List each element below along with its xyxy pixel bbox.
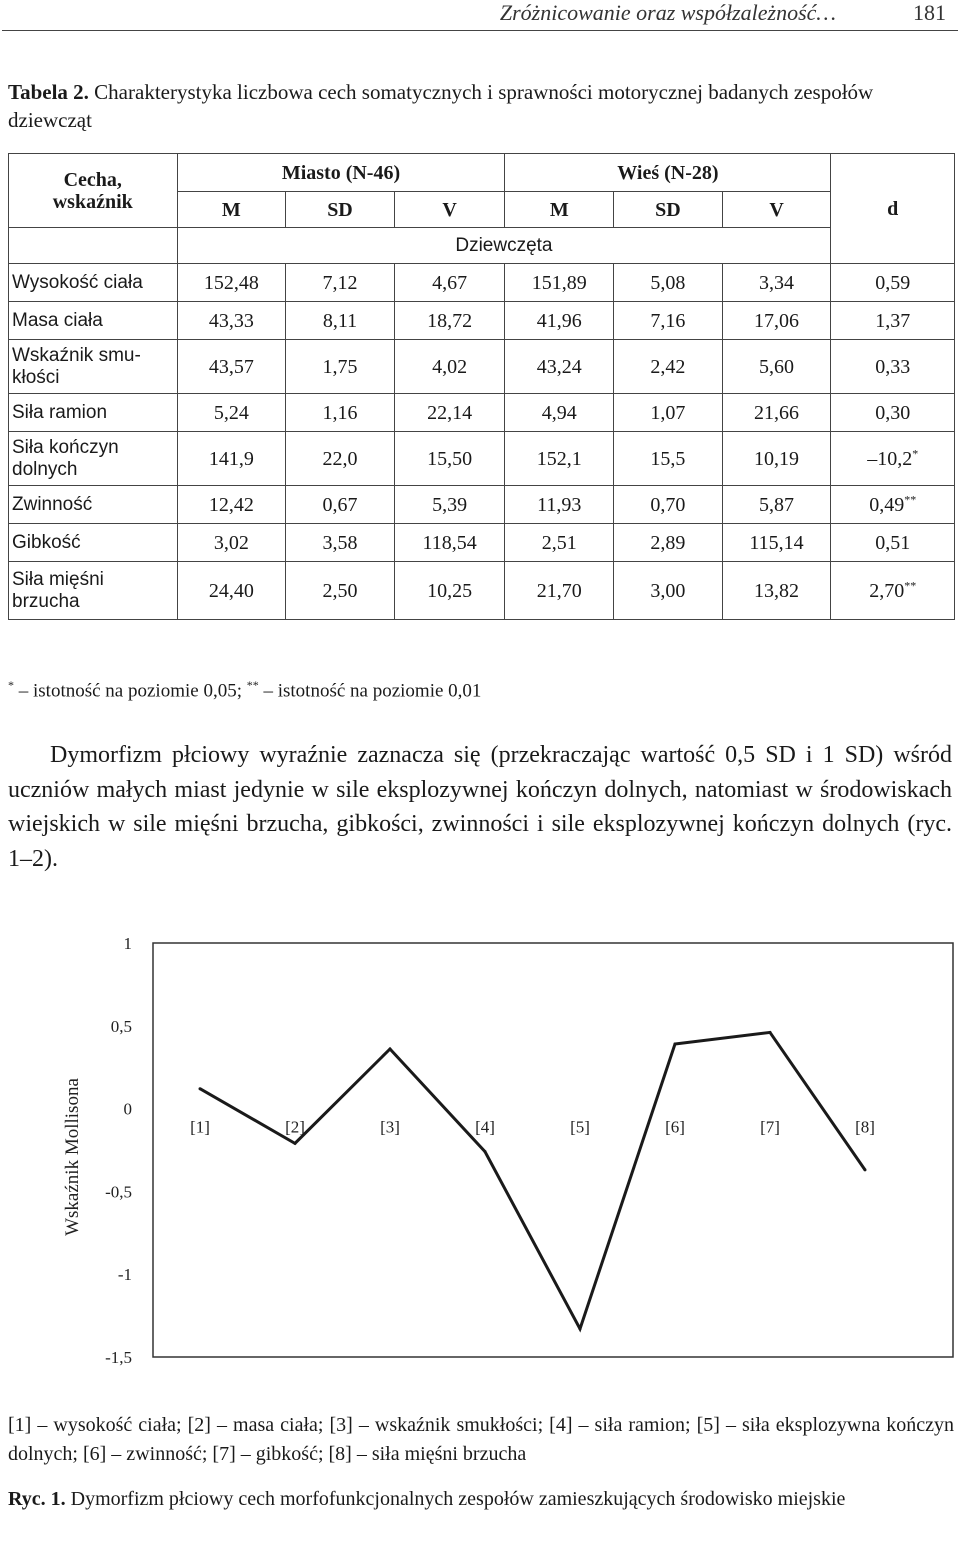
subgroup-label: Dziewczęta	[177, 228, 831, 264]
d-value: 0,51	[875, 531, 911, 554]
col-d-header: d	[831, 154, 955, 264]
data-point	[769, 1031, 772, 1034]
table-cell: 1,07	[614, 394, 723, 432]
running-title: Zróżnicowanie oraz współzależność…	[499, 0, 836, 25]
table-cell: 17,06	[722, 302, 831, 340]
d-value: 2,70	[869, 579, 905, 602]
table-row	[9, 394, 955, 432]
table-cell: 21,66	[722, 394, 831, 432]
row-label: Wskaźnik smu-kłości	[9, 340, 178, 394]
group-city-header: Miasto (N-46)	[177, 154, 505, 192]
table-cell: 115,14	[722, 524, 831, 562]
table-row	[9, 264, 955, 302]
table-cell: 152,1	[505, 432, 614, 486]
table-cell: 4,02	[394, 340, 505, 394]
x-category-label: [6]	[665, 1117, 685, 1137]
d-cell	[831, 264, 955, 302]
x-category-label: [7]	[760, 1117, 780, 1137]
data-point	[389, 1047, 392, 1050]
table-cell: 0,67	[286, 486, 395, 524]
table-cell: 7,12	[286, 264, 395, 302]
table-row	[9, 524, 955, 562]
d-value: 1,37	[875, 309, 911, 332]
body-paragraph: Dymorfizm płciowy wyraźnie zaznacza się (przekraczając wartość 0,5 SD i 1 SD) wśród uczniów małych miast jedynie w sile eksplozywnej kończyn dolnych, natomiast w środowiskach wiejskich w sile mięśni brzucha, gibkości, zwinności i sile eksplozywnej kończyn dolnych (ryc. 1–2).	[8, 742, 952, 872]
y-tick-label: 0	[123, 1099, 132, 1119]
d-cell	[831, 562, 955, 620]
table-cell: 152,48	[177, 264, 286, 302]
x-category-label: [8]	[855, 1117, 875, 1137]
d-value: 0,30	[875, 401, 911, 424]
d-value: 0,49	[869, 493, 905, 516]
data-point	[199, 1087, 202, 1090]
table-cell: 4,67	[394, 264, 505, 302]
running-header	[0, 0, 960, 28]
row-label: Siła kończyn dolnych	[9, 432, 178, 486]
table-cell: 3,02	[177, 524, 286, 562]
subcol-header: SD	[614, 192, 723, 228]
col-feature-line2: wskaźnik	[52, 190, 133, 213]
table-cell: 3,58	[286, 524, 395, 562]
figure-label: Ryc. 1.	[8, 1488, 66, 1510]
table-row	[9, 486, 955, 524]
table-footnote	[8, 678, 481, 702]
mollison-line-chart	[0, 925, 960, 1385]
page-number: 181	[913, 0, 946, 25]
col-feature-line1: Cecha,	[63, 168, 122, 191]
row-label: Siła mięśni brzucha	[9, 562, 178, 620]
table-cell: 24,40	[177, 562, 286, 620]
table-cell: 43,57	[177, 340, 286, 394]
d-value: –10,2	[867, 447, 913, 470]
table-row	[9, 302, 955, 340]
significance-marker: **	[904, 577, 917, 592]
table-cell: 3,00	[614, 562, 723, 620]
table-cell: 5,24	[177, 394, 286, 432]
data-point	[864, 1168, 867, 1171]
table-cell: 2,51	[505, 524, 614, 562]
y-axis-label: Wskaźnik Mollisona	[62, 1078, 83, 1236]
plot-area-frame	[153, 943, 953, 1357]
subcol-header: V	[722, 192, 831, 228]
row-label: Siła ramion	[9, 394, 178, 432]
figure-caption	[8, 1486, 954, 1513]
y-tick-label: -0,5	[105, 1182, 132, 1202]
table-cell: 0,70	[614, 486, 723, 524]
table-cell: 8,11	[286, 302, 395, 340]
table-cell: 22,14	[394, 394, 505, 432]
footnote-marker-2: **	[246, 678, 259, 692]
chart-legend: [1] – wysokość ciała; [2] – masa ciała; [3] – wskaźnik smukłości; [4] – siła ramion; [5] – siła eksplozywna kończyn dolnych; [6] – zwinność; [7] – gibkość; [8] – siła mięśni brzucha	[8, 1414, 954, 1465]
table-cell: 15,50	[394, 432, 505, 486]
d-cell	[831, 394, 955, 432]
table-cell: 7,16	[614, 302, 723, 340]
data-point	[674, 1043, 677, 1046]
table-cell: 2,89	[614, 524, 723, 562]
d-cell	[831, 524, 955, 562]
d-cell	[831, 302, 955, 340]
data-point	[294, 1142, 297, 1145]
row-label: Wysokość ciała	[9, 264, 178, 302]
figure-caption-text: Dymorfizm płciowy cech morfofunkcjonalnych zespołów zamieszkujących środowisko miejskie	[70, 1488, 846, 1510]
d-cell	[831, 432, 955, 486]
subcol-header: M	[505, 192, 614, 228]
table-cell: 11,93	[505, 486, 614, 524]
table-cell: 1,16	[286, 394, 395, 432]
x-category-label: [4]	[475, 1117, 495, 1137]
d-cell	[831, 486, 955, 524]
x-category-label: [2]	[285, 1117, 305, 1137]
table-caption	[8, 78, 952, 134]
table-label: Tabela 2.	[8, 80, 89, 104]
col-feature-header	[9, 154, 178, 228]
table-cell: 2,50	[286, 562, 395, 620]
empty-cell	[9, 228, 178, 264]
footnote-text-2: – istotność na poziomie 0,01	[258, 680, 482, 702]
table-cell: 4,94	[505, 394, 614, 432]
y-tick-label: 0,5	[110, 1016, 132, 1036]
header-rule	[2, 30, 958, 31]
table-cell: 12,42	[177, 486, 286, 524]
table-cell: 41,96	[505, 302, 614, 340]
table-cell: 10,25	[394, 562, 505, 620]
table-cell: 43,33	[177, 302, 286, 340]
table-cell: 5,60	[722, 340, 831, 394]
footnote-marker-1: *	[8, 678, 14, 692]
table-cell: 21,70	[505, 562, 614, 620]
group-village-header: Wieś (N-28)	[505, 154, 831, 192]
data-point	[579, 1327, 582, 1330]
table-row	[9, 340, 955, 394]
table-caption-text: Charakterystyka liczbowa cech somatycznych i sprawności motorycznej badanych zespołów dziewcząt	[8, 80, 874, 132]
table-cell: 5,08	[614, 264, 723, 302]
table-cell: 3,34	[722, 264, 831, 302]
significance-marker: **	[904, 491, 917, 506]
subcol-header: SD	[286, 192, 395, 228]
significance-marker: *	[912, 445, 919, 460]
x-category-label: [1]	[190, 1117, 210, 1137]
table-cell: 2,42	[614, 340, 723, 394]
table-cell: 18,72	[394, 302, 505, 340]
table-header-row-1	[9, 154, 955, 192]
series-line	[200, 1032, 865, 1328]
y-tick-label: 1	[123, 934, 132, 953]
subcol-header: V	[394, 192, 505, 228]
table-cell: 141,9	[177, 432, 286, 486]
d-cell	[831, 340, 955, 394]
table-cell: 15,5	[614, 432, 723, 486]
table-cell: 22,0	[286, 432, 395, 486]
d-value: 0,59	[875, 271, 911, 294]
row-label: Zwinność	[9, 486, 178, 524]
table-row	[9, 562, 955, 620]
data-table	[8, 153, 955, 620]
table-row	[9, 432, 955, 486]
table-subgroup-row	[9, 228, 955, 264]
row-label: Masa ciała	[9, 302, 178, 340]
table-cell: 43,24	[505, 340, 614, 394]
x-category-label: [5]	[570, 1117, 590, 1137]
table-cell: 5,39	[394, 486, 505, 524]
x-category-label: [3]	[380, 1117, 400, 1137]
table-cell: 5,87	[722, 486, 831, 524]
subcol-header: M	[177, 192, 286, 228]
table-cell: 10,19	[722, 432, 831, 486]
y-tick-label: -1,5	[105, 1348, 132, 1367]
d-value: 0,33	[875, 355, 911, 378]
footnote-text-1: – istotność na poziomie 0,05;	[14, 680, 247, 702]
row-label: Gibkość	[9, 524, 178, 562]
table-cell: 151,89	[505, 264, 614, 302]
table-cell: 13,82	[722, 562, 831, 620]
data-point	[484, 1150, 487, 1153]
table-cell: 1,75	[286, 340, 395, 394]
table-cell: 118,54	[394, 524, 505, 562]
y-tick-label: -1	[117, 1265, 132, 1285]
